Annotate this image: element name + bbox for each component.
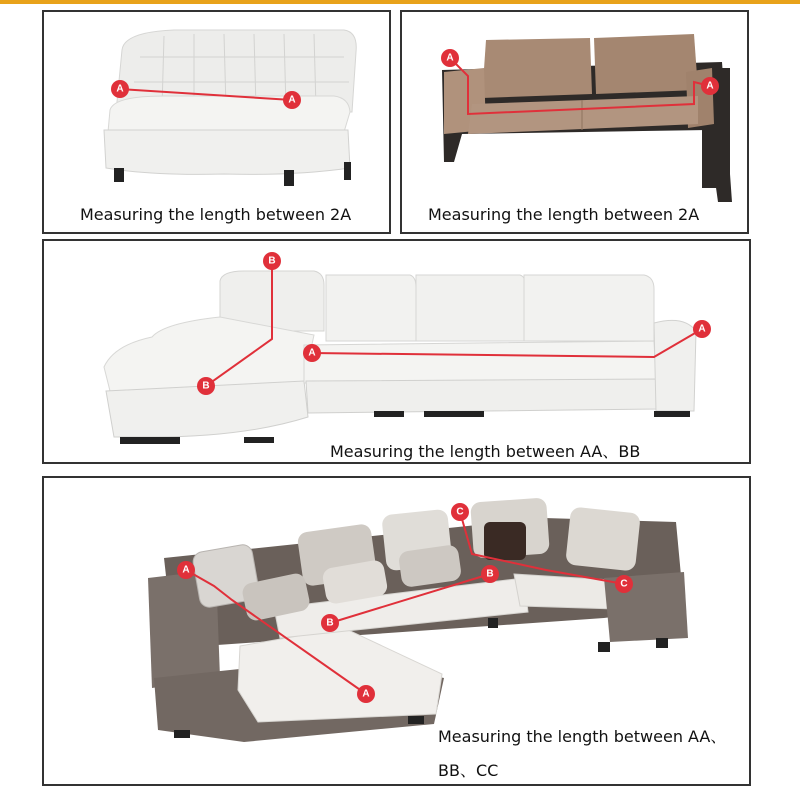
caption-u-sectional-line1: Measuring the length between AA、 — [438, 727, 727, 746]
loveseat-illustration — [402, 12, 747, 232]
marker-a-left — [111, 80, 129, 98]
svg-text:A: A — [182, 564, 190, 576]
caption-u-sectional-line2: BB、CC — [438, 761, 499, 780]
marker-a-right — [283, 91, 301, 109]
panel-armless-sofa — [42, 10, 391, 234]
caption-loveseat: Measuring the length between 2A — [428, 205, 700, 224]
svg-text:B: B — [326, 617, 334, 629]
svg-text:C: C — [456, 506, 464, 518]
svg-text:C: C — [620, 578, 628, 590]
marker-b-right — [481, 565, 499, 583]
marker-a-right — [701, 77, 719, 95]
marker-b-left — [321, 614, 339, 632]
svg-text:A: A — [116, 83, 124, 95]
svg-text:A: A — [362, 688, 370, 700]
marker-a-left — [441, 49, 459, 67]
panel-u-sectional — [42, 476, 751, 786]
marker-c-top — [451, 503, 469, 521]
marker-a-right — [693, 320, 711, 338]
svg-text:A: A — [446, 52, 454, 64]
caption-l-sectional: Measuring the length between AA、BB — [330, 442, 641, 461]
accent-top-bar — [0, 0, 800, 4]
svg-text:A: A — [308, 347, 316, 359]
l-sectional-illustration — [44, 241, 749, 462]
svg-text:A: A — [706, 80, 714, 92]
svg-text:A: A — [698, 323, 706, 335]
svg-text:B: B — [202, 380, 210, 392]
panel-l-sectional — [42, 239, 751, 464]
marker-a-left — [303, 344, 321, 362]
caption-armless-sofa: Measuring the length between 2A — [80, 205, 352, 224]
panel-loveseat — [400, 10, 749, 234]
marker-b-bottom — [197, 377, 215, 395]
marker-c-right — [615, 575, 633, 593]
svg-text:B: B — [268, 255, 276, 267]
armless-sofa-illustration — [44, 12, 389, 232]
marker-b-top — [263, 252, 281, 270]
marker-a-bottom — [357, 685, 375, 703]
marker-a-top — [177, 561, 195, 579]
svg-text:B: B — [486, 568, 494, 580]
svg-text:A: A — [288, 94, 296, 106]
